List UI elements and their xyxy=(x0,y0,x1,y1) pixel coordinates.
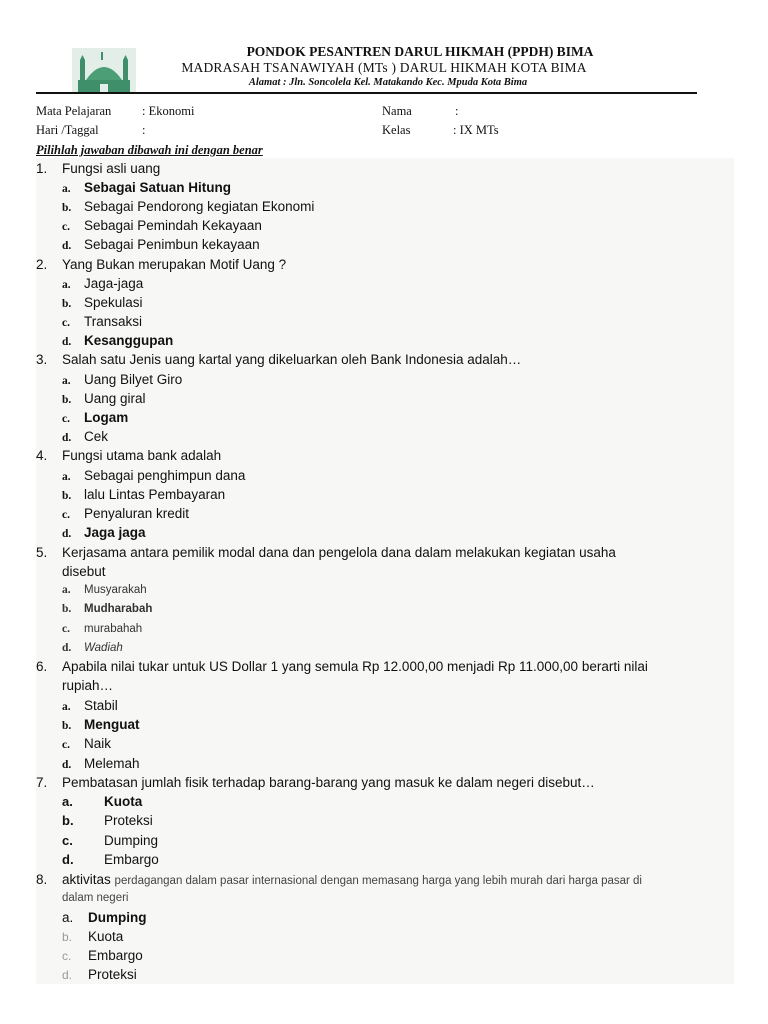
option-text: Musyarakah xyxy=(84,584,147,596)
option-text: lalu Lintas Pembayaran xyxy=(84,487,226,502)
option-letter: d. xyxy=(62,852,74,867)
option-text: Kesanggupan xyxy=(84,333,174,348)
question-number: 5. xyxy=(36,545,48,560)
instruction-text: Pilihlah jawaban dibawah ini dengan benar xyxy=(36,143,263,157)
option-1d[interactable] xyxy=(62,235,260,254)
option-text: Kuota xyxy=(104,794,143,809)
option-letter: b. xyxy=(62,813,74,828)
class-value: : IX MTs xyxy=(453,123,499,137)
option-letter: b. xyxy=(62,930,73,944)
option-3a[interactable] xyxy=(62,370,182,389)
question-8-continuation: dalam negeri xyxy=(62,892,129,904)
option-letter: b. xyxy=(62,394,72,406)
option-text: Dumping xyxy=(88,910,147,925)
option-7d[interactable] xyxy=(62,850,159,869)
date-label: Hari /Taggal xyxy=(36,123,99,137)
option-5d[interactable] xyxy=(62,639,123,658)
option-letter: a. xyxy=(62,701,71,713)
option-text: Cek xyxy=(84,429,109,444)
option-1b[interactable] xyxy=(62,197,314,216)
option-letter: c. xyxy=(62,739,70,751)
option-text: Sebagai Pendorong kegiatan Ekonomi xyxy=(84,199,315,214)
question-text: Fungsi asli uang xyxy=(62,161,161,176)
question-text: perdagangan dalam pasar internasional dengan memasang harga yang lebih murah dari harga pasar di xyxy=(114,875,642,887)
option-letter: b. xyxy=(62,603,72,615)
question-number: 1. xyxy=(36,161,48,176)
option-5b[interactable] xyxy=(62,600,152,619)
option-letter: c. xyxy=(62,833,73,848)
question-number: 3. xyxy=(36,352,48,367)
question-number: 8. xyxy=(36,872,48,887)
option-letter: c. xyxy=(62,949,72,963)
option-letter: c. xyxy=(62,221,70,233)
option-letter: a. xyxy=(62,794,73,809)
question-6-continuation: rupiah… xyxy=(62,678,114,693)
option-4c[interactable] xyxy=(62,504,189,523)
option-6a[interactable] xyxy=(62,696,118,715)
option-text: Melemah xyxy=(84,756,140,771)
option-text: Proteksi xyxy=(88,967,137,982)
option-text: Naik xyxy=(84,736,112,751)
question-5 xyxy=(36,543,726,562)
option-3c[interactable] xyxy=(62,408,128,427)
option-text: Uang giral xyxy=(84,391,146,406)
question-4 xyxy=(36,446,726,465)
subject-value: : Ekonomi xyxy=(142,104,195,118)
option-8a[interactable] xyxy=(62,908,147,927)
option-text: Dumping xyxy=(104,833,159,848)
option-letter: d. xyxy=(62,336,72,348)
question-text: Salah satu Jenis uang kartal yang dikeluarkan oleh Bank Indonesia adalah… xyxy=(62,352,522,367)
date-value: : xyxy=(142,123,146,137)
name-value: : xyxy=(455,104,459,118)
option-letter: b. xyxy=(62,202,72,214)
option-3b[interactable] xyxy=(62,389,146,408)
option-6b[interactable] xyxy=(62,715,140,734)
option-letter: b. xyxy=(62,298,72,310)
class-label: Kelas xyxy=(382,123,411,137)
option-text: Proteksi xyxy=(104,813,153,828)
option-6d[interactable] xyxy=(62,754,140,773)
question-text: Pembatasan jumlah fisik terhadap barang-barang yang masuk ke dalam negeri disebut… xyxy=(62,775,595,790)
option-text: Embargo xyxy=(88,948,143,963)
question-number: 4. xyxy=(36,448,48,463)
option-letter: d. xyxy=(62,642,72,654)
option-5c[interactable] xyxy=(62,620,142,639)
option-1c[interactable] xyxy=(62,216,262,235)
document-header xyxy=(0,40,768,96)
question-5-continuation: disebut xyxy=(62,564,106,579)
option-letter: a. xyxy=(62,279,71,291)
option-2a[interactable] xyxy=(62,274,143,293)
subject-label: Mata Pelajaran xyxy=(36,104,112,118)
option-7b[interactable] xyxy=(62,811,153,830)
option-text: Logam xyxy=(84,410,129,425)
question-3 xyxy=(36,350,726,369)
option-text: Penyaluran kredit xyxy=(84,506,190,521)
option-2c[interactable] xyxy=(62,312,142,331)
question-6 xyxy=(36,657,726,676)
name-label: Nama xyxy=(382,104,412,118)
option-text: Sebagai Penimbun kekayaan xyxy=(84,237,260,252)
option-5a[interactable] xyxy=(62,581,147,600)
question-1 xyxy=(36,159,726,178)
option-4b[interactable] xyxy=(62,485,225,504)
option-letter: d. xyxy=(62,240,72,252)
option-text: Mudharabah xyxy=(84,603,153,615)
option-text: Wadiah xyxy=(84,642,123,654)
option-text: Jaga-jaga xyxy=(84,276,144,291)
option-2b[interactable] xyxy=(62,293,143,312)
option-4d[interactable] xyxy=(62,523,146,542)
option-8d[interactable] xyxy=(62,965,137,984)
option-letter: c. xyxy=(62,317,70,329)
option-letter: a. xyxy=(62,375,71,387)
option-letter: d. xyxy=(62,759,72,771)
question-7 xyxy=(36,773,726,792)
option-4a[interactable] xyxy=(62,466,245,485)
option-3d[interactable] xyxy=(62,427,108,446)
option-text: Uang Bilyet Giro xyxy=(84,372,183,387)
option-text: Kuota xyxy=(88,929,124,944)
option-letter: b. xyxy=(62,490,72,502)
option-letter: b. xyxy=(62,720,72,732)
question-text: Fungsi utama bank adalah xyxy=(62,448,222,463)
option-letter: a. xyxy=(62,910,74,925)
option-text: Transaksi xyxy=(84,314,143,329)
option-text: Menguat xyxy=(84,717,140,732)
school-address: Alamat : Jln. Soncolela Kel. Matakando Kec. Mpuda Kota Bima xyxy=(248,77,528,88)
option-text: Jaga jaga xyxy=(84,525,146,540)
option-letter: d. xyxy=(62,528,72,540)
option-letter: c. xyxy=(62,509,70,521)
option-8b[interactable] xyxy=(62,927,123,946)
header-divider xyxy=(36,92,697,94)
option-7c[interactable] xyxy=(62,831,158,850)
question-number: 2. xyxy=(36,257,48,272)
option-letter: a. xyxy=(62,471,71,483)
option-6c[interactable] xyxy=(62,734,111,753)
question-text: Yang Bukan merupakan Motif Uang ? xyxy=(62,257,287,272)
question-number: 6. xyxy=(36,659,48,674)
option-text: Sebagai Satuan Hitung xyxy=(84,180,232,195)
option-2d[interactable] xyxy=(62,331,173,350)
option-letter: a. xyxy=(62,183,71,195)
question-text: Kerjasama antara pemilik modal dana dan pengelola dana dalam melakukan kegiatan usaha xyxy=(62,545,616,560)
option-letter: a. xyxy=(62,584,71,596)
option-text: Sebagai penghimpun dana xyxy=(84,468,246,483)
option-letter: d. xyxy=(62,432,72,444)
option-text: Stabil xyxy=(84,698,118,713)
option-letter: c. xyxy=(62,623,70,635)
question-number: 7. xyxy=(36,775,48,790)
question-text-lead: aktivitas xyxy=(62,872,111,887)
option-letter: c. xyxy=(62,413,70,425)
school-foundation-title: PONDOK PESANTREN DARUL HIKMAH (PPDH) BIMA xyxy=(246,44,594,59)
option-text: murabahah xyxy=(84,623,143,635)
option-letter: d. xyxy=(62,968,73,982)
question-8 xyxy=(36,870,726,891)
option-text: Spekulasi xyxy=(84,295,143,310)
option-1a[interactable] xyxy=(62,178,231,197)
option-text: Sebagai Pemindah Kekayaan xyxy=(84,218,262,233)
question-text: Apabila nilai tukar untuk US Dollar 1 yang semula Rp 12.000,00 menjadi Rp 11.000,00 berarti nilai xyxy=(62,659,648,674)
question-2 xyxy=(36,255,726,274)
school-name: MADRASAH TSANAWIYAH (MTs ) DARUL HIKMAH KOTA BIMA xyxy=(181,60,587,75)
option-8c[interactable] xyxy=(62,946,143,965)
option-7a[interactable] xyxy=(62,792,142,811)
option-text: Embargo xyxy=(104,852,159,867)
